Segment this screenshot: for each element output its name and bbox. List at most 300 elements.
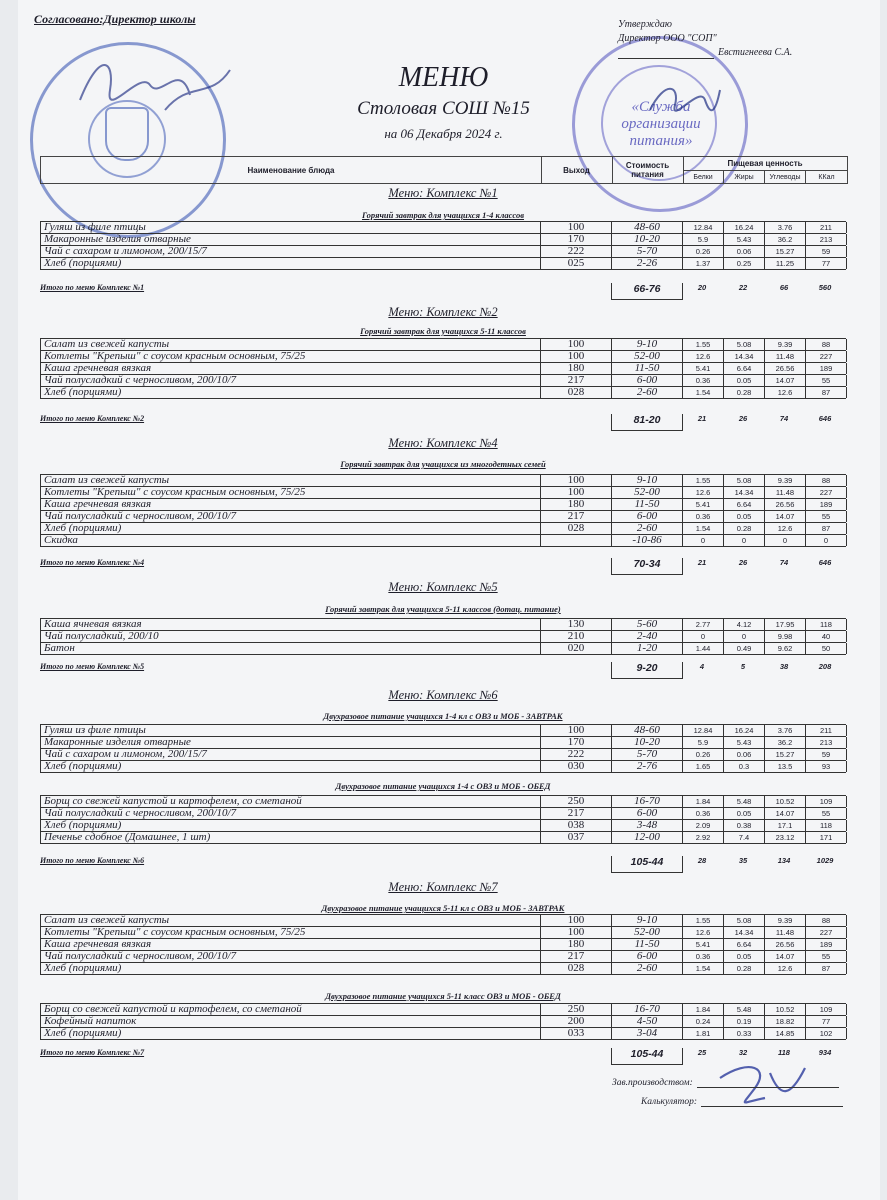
dish-output: 030 [540, 761, 611, 772]
dish-kcal: 0 [805, 535, 847, 546]
dish-output: 100 [540, 351, 611, 362]
dish-price: 48-60 [611, 222, 682, 233]
total-p: 4 [699, 662, 705, 671]
dish-fat: 0 [723, 631, 764, 642]
dish-kcal: 50 [805, 643, 847, 654]
dish-price: 4-50 [611, 1016, 682, 1027]
dish-fat: 4.12 [723, 619, 764, 630]
total-price: 9-20 [611, 662, 683, 679]
dish-kcal: 59 [805, 246, 847, 257]
dish-price: 3-04 [611, 1028, 682, 1039]
dish-table [40, 795, 846, 844]
dish-carbs: 14.07 [764, 808, 805, 819]
dish-name: Батон [40, 643, 540, 654]
dish-protein: 0.24 [682, 1016, 723, 1027]
dish-name: Хлеб (порциями) [40, 761, 540, 772]
dish-carbs: 15.27 [764, 246, 805, 257]
table-row [40, 761, 846, 773]
dish-kcal: 189 [805, 363, 847, 374]
dish-protein: 1.55 [682, 339, 723, 350]
dish-output: 217 [540, 511, 611, 522]
section-subtitle: Двухразовое питание учащихся 1-4 кл с ОВЗ и МОБ - ЗАВТРАК [323, 711, 563, 721]
total-f: 32 [738, 1048, 748, 1057]
dish-output: 170 [540, 737, 611, 748]
total-price: 81-20 [611, 414, 683, 431]
table-row [40, 1004, 846, 1016]
dish-carbs: 11.25 [764, 258, 805, 269]
dish-output: 250 [540, 1004, 611, 1015]
table-row [40, 234, 846, 246]
menu-date: на 06 Декабря 2024 г. [384, 126, 503, 141]
section-total [40, 414, 846, 426]
section-title: Меню: Комплекс №2 [388, 305, 498, 319]
dish-protein: 1.65 [682, 761, 723, 772]
dish-output: 180 [540, 939, 611, 950]
dish-kcal: 88 [805, 915, 847, 926]
dish-kcal: 102 [805, 1028, 847, 1039]
dish-price: 2-60 [611, 387, 682, 398]
table-row [40, 535, 846, 547]
dish-carbs: 26.56 [764, 939, 805, 950]
dish-price: 5-70 [611, 246, 682, 257]
dish-name: Чай полусладкий, 200/10 [40, 631, 540, 642]
dish-carbs: 14.07 [764, 511, 805, 522]
dish-price: 16-70 [611, 796, 682, 807]
dish-output: 100 [540, 915, 611, 926]
dish-price: 2-76 [611, 761, 682, 772]
col-protein: Белки [683, 170, 724, 184]
dish-fat: 0.38 [723, 820, 764, 831]
dish-price: -10-86 [611, 535, 682, 546]
dish-price: 3-48 [611, 820, 682, 831]
total-label: Итого по меню Комплекс №5 [40, 662, 145, 671]
dish-output: 038 [540, 820, 611, 831]
dish-protein: 0.26 [682, 246, 723, 257]
dish-carbs: 14.07 [764, 951, 805, 962]
section-total [40, 856, 846, 868]
total-u: 38 [779, 662, 789, 671]
dish-fat: 5.48 [723, 1004, 764, 1015]
dish-fat: 0.28 [723, 963, 764, 974]
chief-line [612, 1077, 839, 1088]
school-name: Столовая СОШ №15 [357, 98, 530, 119]
table-row [40, 475, 846, 487]
dish-protein: 12.6 [682, 351, 723, 362]
table-row [40, 258, 846, 270]
total-label: Итого по меню Комплекс №1 [40, 283, 145, 292]
dish-name: Кофейный напиток [40, 1016, 540, 1027]
dish-output: 033 [540, 1028, 611, 1039]
dish-kcal: 189 [805, 939, 847, 950]
dish-protein: 1.84 [682, 796, 723, 807]
dish-price: 52-00 [611, 927, 682, 938]
section-title: Меню: Комплекс №7 [388, 880, 498, 894]
dish-price: 12-00 [611, 832, 682, 843]
total-u: 74 [779, 414, 789, 423]
section-title: Меню: Комплекс №6 [388, 688, 498, 702]
dish-carbs: 13.5 [764, 761, 805, 772]
dish-kcal: 40 [805, 631, 847, 642]
dish-protein: 5.41 [682, 363, 723, 374]
dish-carbs: 15.27 [764, 749, 805, 760]
table-row [40, 725, 846, 737]
dish-output: 180 [540, 499, 611, 510]
dish-table [40, 1003, 846, 1040]
total-u: 118 [778, 1048, 790, 1057]
chief-label: Зав.производством: [612, 1078, 693, 1088]
dish-protein: 5.9 [682, 234, 723, 245]
dish-name: Гуляш из филе птицы [40, 725, 540, 736]
dish-output: 217 [540, 375, 611, 386]
dish-name: Котлеты "Крепыш" с соусом красным основным, 75/25 [40, 927, 540, 938]
dish-output: 180 [540, 363, 611, 374]
dish-fat: 5.08 [723, 475, 764, 486]
total-price: 70-34 [611, 558, 683, 575]
total-p: 28 [697, 856, 707, 865]
dish-fat: 6.64 [723, 939, 764, 950]
confirm-word: Утверждаю [618, 19, 672, 30]
dish-output: 028 [540, 523, 611, 534]
dish-protein: 0 [682, 535, 723, 546]
table-row [40, 939, 846, 951]
table-row [40, 915, 846, 927]
section-title: Меню: Комплекс №4 [388, 436, 498, 450]
dish-kcal: 55 [805, 808, 847, 819]
dish-fat: 0.49 [723, 643, 764, 654]
dish-kcal: 227 [805, 487, 847, 498]
table-row [40, 820, 846, 832]
dish-name: Скидка [40, 535, 540, 546]
dish-fat: 5.08 [723, 339, 764, 350]
table-row [40, 619, 846, 631]
total-label: Итого по меню Комплекс №7 [40, 1048, 145, 1057]
dish-protein: 12.6 [682, 927, 723, 938]
dish-price: 2-60 [611, 523, 682, 534]
table-row [40, 339, 846, 351]
table-row [40, 749, 846, 761]
dish-output: 250 [540, 796, 611, 807]
dish-carbs: 12.6 [764, 963, 805, 974]
dish-name: Борщ со свежей капустой и картофелем, со сметаной [40, 1004, 540, 1015]
dish-table [40, 338, 846, 399]
dish-output: 037 [540, 832, 611, 843]
dish-fat: 0.25 [723, 258, 764, 269]
table-row [40, 927, 846, 939]
dish-fat: 6.64 [723, 363, 764, 374]
table-row [40, 631, 846, 643]
dish-output [540, 535, 611, 546]
dish-kcal: 227 [805, 351, 847, 362]
dish-output: 100 [540, 487, 611, 498]
table-row [40, 1028, 846, 1040]
dish-price: 6-00 [611, 808, 682, 819]
dish-price: 48-60 [611, 725, 682, 736]
total-k: 560 [818, 283, 832, 292]
table-row [40, 222, 846, 234]
dish-price: 2-60 [611, 963, 682, 974]
dish-fat: 0.06 [723, 246, 764, 257]
dish-carbs: 11.48 [764, 927, 805, 938]
section-subtitle: Горячий завтрак для учащихся 5-11 классов [360, 326, 526, 336]
dish-name: Салат из свежей капусты [40, 339, 540, 350]
dish-name: Борщ со свежей капустой и картофелем, со сметаной [40, 796, 540, 807]
dish-fat: 0.05 [723, 375, 764, 386]
dish-protein: 2.77 [682, 619, 723, 630]
section-subtitle: Двухразовое питание учащихся 5-11 кл с ОВЗ и МОБ - ЗАВТРАК [321, 903, 565, 913]
dish-name: Печенье сдобное (Домашнее, 1 шт) [40, 832, 540, 843]
dish-protein: 12.6 [682, 487, 723, 498]
col-price: Стоимость питания [612, 157, 684, 183]
total-label: Итого по меню Комплекс №2 [40, 414, 145, 423]
dish-name: Каша гречневая вязкая [40, 363, 540, 374]
dish-fat: 14.34 [723, 487, 764, 498]
approved-by: Согласовано:Директор школы [34, 12, 196, 26]
dish-protein: 12.84 [682, 725, 723, 736]
dish-price: 52-00 [611, 487, 682, 498]
dish-price: 1-20 [611, 643, 682, 654]
total-f: 26 [738, 558, 748, 567]
dish-output: 170 [540, 234, 611, 245]
dish-fat: 5.43 [723, 737, 764, 748]
dish-carbs: 3.76 [764, 725, 805, 736]
dish-output: 210 [540, 631, 611, 642]
dish-fat: 5.48 [723, 796, 764, 807]
dish-table [40, 618, 846, 655]
stamp-text: «Служба организации питания» [621, 99, 701, 149]
dish-protein: 1.54 [682, 387, 723, 398]
dish-output: 020 [540, 643, 611, 654]
total-k: 646 [818, 558, 832, 567]
dish-name: Котлеты "Крепыш" с соусом красным основным, 75/25 [40, 351, 540, 362]
dish-carbs: 9.39 [764, 339, 805, 350]
section-total [40, 662, 846, 674]
dish-name: Хлеб (порциями) [40, 523, 540, 534]
table-row [40, 499, 846, 511]
dish-name: Котлеты "Крепыш" с соусом красным основным, 75/25 [40, 487, 540, 498]
dish-table [40, 474, 846, 547]
dish-name: Чай полусладкий с черносливом, 200/10/7 [40, 375, 540, 386]
dish-protein: 0.36 [682, 511, 723, 522]
dish-carbs: 12.6 [764, 523, 805, 534]
dish-kcal: 77 [805, 1016, 847, 1027]
dish-carbs: 14.07 [764, 375, 805, 386]
dish-kcal: 109 [805, 796, 847, 807]
dish-price: 6-00 [611, 511, 682, 522]
dish-name: Чай полусладкий с черносливом, 200/10/7 [40, 511, 540, 522]
dish-name: Хлеб (порциями) [40, 387, 540, 398]
confirm-position: Директор ООО "СОП" [618, 33, 717, 44]
dish-table [40, 724, 846, 773]
dish-carbs: 17.95 [764, 619, 805, 630]
table-row [40, 963, 846, 975]
dish-protein: 1.54 [682, 523, 723, 534]
table-row [40, 808, 846, 820]
dish-fat: 0.05 [723, 511, 764, 522]
dish-carbs: 36.2 [764, 234, 805, 245]
dish-kcal: 227 [805, 927, 847, 938]
dish-price: 5-70 [611, 749, 682, 760]
dish-carbs: 17.1 [764, 820, 805, 831]
dish-output: 100 [540, 475, 611, 486]
dish-protein: 0.26 [682, 749, 723, 760]
dish-price: 5-60 [611, 619, 682, 630]
dish-kcal: 211 [805, 222, 847, 233]
dish-price: 10-20 [611, 234, 682, 245]
section-subtitle: Горячий завтрак для учащихся из многодетных семей [340, 459, 546, 469]
dish-price: 2-40 [611, 631, 682, 642]
dish-kcal: 213 [805, 234, 847, 245]
dish-carbs: 0 [764, 535, 805, 546]
table-row [40, 951, 846, 963]
total-price: 105-44 [611, 856, 683, 873]
dish-fat: 14.34 [723, 927, 764, 938]
dish-name: Макаронные изделия отварные [40, 737, 540, 748]
dish-price: 16-70 [611, 1004, 682, 1015]
dish-name: Каша ячневая вязкая [40, 619, 540, 630]
dish-price: 9-10 [611, 475, 682, 486]
dish-carbs: 12.6 [764, 387, 805, 398]
total-k: 1029 [816, 856, 834, 865]
dish-kcal: 88 [805, 339, 847, 350]
dish-name: Гуляш из филе птицы [40, 222, 540, 233]
section-total [40, 283, 846, 295]
dish-kcal: 189 [805, 499, 847, 510]
section-subtitle: Двухразовое питание учащихся 5-11 класс ОВЗ и МОБ - ОБЕД [325, 991, 561, 1001]
col-nutrition: Пищевая ценность [727, 159, 803, 168]
dish-carbs: 9.98 [764, 631, 805, 642]
dish-output: 025 [540, 258, 611, 269]
dish-output: 200 [540, 1016, 611, 1027]
dish-protein: 2.92 [682, 832, 723, 843]
table-row [40, 737, 846, 749]
dish-carbs: 9.39 [764, 475, 805, 486]
total-f: 22 [738, 283, 748, 292]
dish-table [40, 914, 846, 975]
dish-name: Каша гречневая вязкая [40, 939, 540, 950]
dish-fat: 14.34 [723, 351, 764, 362]
dish-fat: 0.05 [723, 951, 764, 962]
section-title: Меню: Комплекс №1 [388, 186, 498, 200]
total-k: 934 [818, 1048, 832, 1057]
table-row [40, 387, 846, 399]
table-row [40, 796, 846, 808]
dish-output: 100 [540, 222, 611, 233]
total-price: 66-76 [611, 283, 683, 300]
dish-carbs: 18.82 [764, 1016, 805, 1027]
dish-kcal: 118 [805, 619, 847, 630]
confirm-block [618, 18, 793, 59]
dish-price: 52-00 [611, 351, 682, 362]
dish-protein: 1.81 [682, 1028, 723, 1039]
dish-fat: 6.64 [723, 499, 764, 510]
dish-fat: 5.43 [723, 234, 764, 245]
section-subtitle: Горячий завтрак для учащихся 1-4 классов [361, 210, 525, 220]
dish-name: Хлеб (порциями) [40, 1028, 540, 1039]
dish-output: 222 [540, 246, 611, 257]
dish-protein: 5.9 [682, 737, 723, 748]
dish-output: 028 [540, 963, 611, 974]
total-f: 26 [738, 414, 748, 423]
total-label: Итого по меню Комплекс №4 [40, 558, 145, 567]
dish-kcal: 55 [805, 951, 847, 962]
section-title: Меню: Комплекс №5 [388, 580, 498, 594]
table-row [40, 375, 846, 387]
table-row [40, 246, 846, 258]
table-row [40, 1016, 846, 1028]
dish-carbs: 11.48 [764, 351, 805, 362]
dish-protein: 12.84 [682, 222, 723, 233]
section-total [40, 558, 846, 570]
dish-output: 217 [540, 951, 611, 962]
table-row [40, 363, 846, 375]
dish-carbs: 9.62 [764, 643, 805, 654]
dish-protein: 1.54 [682, 963, 723, 974]
dish-output: 100 [540, 927, 611, 938]
dish-fat: 0.28 [723, 523, 764, 534]
total-u: 134 [777, 856, 791, 865]
dish-output: 222 [540, 749, 611, 760]
dish-name: Хлеб (порциями) [40, 963, 540, 974]
dish-carbs: 9.39 [764, 915, 805, 926]
dish-fat: 0 [723, 535, 764, 546]
dish-carbs: 36.2 [764, 737, 805, 748]
total-k: 208 [818, 662, 832, 671]
dish-carbs: 3.76 [764, 222, 805, 233]
dish-fat: 7.4 [723, 832, 764, 843]
total-p: 25 [697, 1048, 707, 1057]
dish-fat: 0.3 [723, 761, 764, 772]
dish-protein: 1.55 [682, 475, 723, 486]
dish-price: 10-20 [611, 737, 682, 748]
dish-kcal: 88 [805, 475, 847, 486]
dish-protein: 1.84 [682, 1004, 723, 1015]
dish-output: 217 [540, 808, 611, 819]
dish-kcal: 55 [805, 375, 847, 386]
dish-kcal: 87 [805, 523, 847, 534]
total-f: 5 [740, 662, 746, 671]
dish-carbs: 11.48 [764, 487, 805, 498]
total-p: 21 [697, 414, 707, 423]
dish-kcal: 171 [805, 832, 847, 843]
dish-protein: 5.41 [682, 499, 723, 510]
table-row [40, 523, 846, 535]
dish-name: Салат из свежей капусты [40, 475, 540, 486]
table-row [40, 487, 846, 499]
total-price: 105-44 [611, 1048, 683, 1065]
dish-protein: 5.41 [682, 939, 723, 950]
dish-output: 028 [540, 387, 611, 398]
dish-carbs: 23.12 [764, 832, 805, 843]
dish-carbs: 14.85 [764, 1028, 805, 1039]
dish-kcal: 55 [805, 511, 847, 522]
dish-price: 9-10 [611, 915, 682, 926]
total-p: 21 [697, 558, 707, 567]
dish-price: 6-00 [611, 951, 682, 962]
dish-price: 11-50 [611, 939, 682, 950]
dish-protein: 0.36 [682, 808, 723, 819]
dish-price: 6-00 [611, 375, 682, 386]
dish-protein: 1.37 [682, 258, 723, 269]
dish-price: 2-26 [611, 258, 682, 269]
dish-kcal: 211 [805, 725, 847, 736]
dish-output: 100 [540, 339, 611, 350]
section-subtitle: Горячий завтрак для учащихся 5-11 классов (дотац. питание) [325, 604, 561, 614]
dish-protein: 1.55 [682, 915, 723, 926]
page-title: МЕНЮ [398, 62, 489, 93]
calc-label: Калькулятор: [641, 1097, 698, 1107]
dish-name: Хлеб (порциями) [40, 258, 540, 269]
dish-fat: 0.33 [723, 1028, 764, 1039]
